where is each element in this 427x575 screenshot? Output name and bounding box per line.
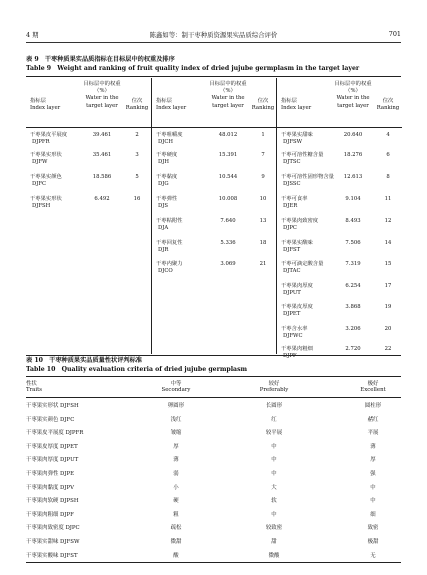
table9-index-name xyxy=(30,174,62,188)
table9-weight-value: 5.336 xyxy=(220,240,236,246)
table9-index-en: DJFWC xyxy=(283,333,303,340)
table10-preferably: 较致密 xyxy=(265,525,283,532)
table9-rank-value: 11 xyxy=(384,196,392,202)
table9-index-en: DJPFR xyxy=(32,139,50,146)
table9-index-cn: 干枣果皮厚度 xyxy=(281,304,313,310)
table9-header-weight-cn: 目标层中的权重（%） xyxy=(83,81,121,95)
table10-secondary: 卵圆形 xyxy=(167,403,185,409)
table9-rank-value: 3 xyxy=(135,152,139,158)
table9-weight-value: 7.319 xyxy=(345,261,361,267)
table9-index-en: DJA xyxy=(158,225,169,232)
table10-row xyxy=(26,442,401,453)
table9-index-cn: 干枣弹性 xyxy=(156,196,178,202)
table9-weight-value: 10.008 xyxy=(218,196,238,202)
table10-trait: 干枣果肉黏度 DJPV xyxy=(26,484,75,491)
table10-trait: 干枣果实颜色 DJFC xyxy=(26,416,75,423)
table9-index-cn: 干枣果实形状 xyxy=(30,152,62,158)
table9-header-index-en: Index layer xyxy=(156,105,187,112)
table9-index-name xyxy=(156,174,177,188)
table10-preferably: 中 xyxy=(271,457,277,464)
table10-preferably: 长圆形 xyxy=(265,403,283,409)
page-number: 701 xyxy=(388,30,401,38)
table10-trait: 干枣果肉厚度 DJPUT xyxy=(26,457,79,464)
table9-rank-value: 7 xyxy=(261,152,265,158)
table9-index-cn: 干枣果实形状 xyxy=(30,196,62,202)
table9-rank-value: 19 xyxy=(384,304,392,310)
table9-header-rule xyxy=(277,127,402,128)
table9-index-en: DJTAC xyxy=(283,268,301,275)
table9-index-en: DJS xyxy=(158,203,168,210)
table9-weight-value: 3.206 xyxy=(345,326,361,332)
table9-index-name xyxy=(156,196,177,210)
table9-rank-value: 4 xyxy=(386,132,390,138)
table10-excellent: 致密 xyxy=(367,525,379,532)
table10-row xyxy=(26,551,401,562)
table9-rank-value: 21 xyxy=(259,261,267,267)
table10-trait: 干枣果肉粗细 DJPF xyxy=(26,511,74,518)
table9-weight-value: 6.254 xyxy=(345,283,361,289)
table9-weight-value: 9.104 xyxy=(345,196,361,202)
table9-header-weight-cn: 目标层中的权重（%） xyxy=(209,81,247,95)
table9-header-rank-en: Ranking xyxy=(376,105,400,112)
table9-weight-value: 3.069 xyxy=(220,261,236,267)
table10-preferably: 中 xyxy=(271,471,277,477)
table9-index-cn: 干枣果实颜色 xyxy=(30,174,62,180)
table9-header-weight-en: Water in the target layer xyxy=(85,95,119,109)
table9-header-index xyxy=(30,98,60,112)
table9-header-weight-en: Water in the target layer xyxy=(336,95,370,109)
table10-preferably: 大 xyxy=(271,484,277,491)
table10-row xyxy=(26,428,401,439)
table10-secondary: 弱 xyxy=(173,471,179,477)
table9-index-name xyxy=(281,218,318,232)
table9-index-cn: 干枣可溶性固形物含量 xyxy=(281,174,334,180)
table9-index-cn: 干枣可滴定酸含量 xyxy=(281,261,324,267)
table9-header-weight-en: Water in the target layer xyxy=(211,95,245,109)
table9-bottom-rule xyxy=(26,355,401,356)
table9-index-en: DJFC xyxy=(32,181,47,188)
table9-header-rank-en: Ranking xyxy=(125,105,149,112)
table10-excellent: 厚 xyxy=(370,457,376,464)
table9-index-cn: 干枣粘附性 xyxy=(156,218,183,224)
table9-index-en: DJCH xyxy=(158,139,174,146)
table9-index-en: DJPF xyxy=(283,353,297,360)
table10-row xyxy=(26,537,401,548)
table9-index-cn: 干枣黏度 xyxy=(156,174,178,180)
table9-weight-value: 35.461 xyxy=(92,152,112,158)
table10-secondary: 疏松 xyxy=(170,525,182,532)
table9-rank-value: 12 xyxy=(384,218,392,224)
table9-weight-value: 7.640 xyxy=(220,218,236,224)
table10-preferably: 中 xyxy=(271,443,277,450)
table10-excellent: 中 xyxy=(370,484,376,491)
table9-index-cn: 干枣咀嚼度 xyxy=(156,132,183,138)
table10-header-traits-en: Traits xyxy=(26,387,43,393)
table9-weight-value: 39.461 xyxy=(92,132,112,138)
table9-index-cn: 干枣回复性 xyxy=(156,240,183,246)
table10-caption-cn: 表 10 干枣种质果实品质量性状评判标准 xyxy=(26,357,142,364)
table9-header-index xyxy=(281,98,311,112)
table9-weight-value: 7.506 xyxy=(345,240,361,246)
table9-rank-value: 17 xyxy=(384,283,392,289)
table9-index-name xyxy=(30,152,62,166)
table9-header-rank xyxy=(250,98,276,112)
table10-preferably: 微酸 xyxy=(268,552,280,559)
table10-excellent: 平展 xyxy=(367,430,379,437)
table9-header-index-cn: 指标层 xyxy=(281,98,297,104)
table9-caption-cn: 表 9 干枣种质果实品质指标在目标层中的权重及排序 xyxy=(26,56,175,63)
table9-index-en: DJR xyxy=(158,247,169,254)
table10-secondary: 小 xyxy=(173,484,179,491)
table9-index-en: DJFST xyxy=(283,247,301,254)
table9-rank-value: 6 xyxy=(386,152,390,158)
table10-row xyxy=(26,415,401,426)
table10-trait: 干枣果皮厚度 DJPET xyxy=(26,443,78,450)
table10-header-traits-cn: 性状 xyxy=(26,381,37,387)
table9-index-cn: 干枣硬度 xyxy=(156,152,178,158)
table9-index-name xyxy=(281,132,313,146)
table10-header-excellent-cn: 极好 xyxy=(367,381,379,387)
table9-column-group xyxy=(26,78,151,354)
table9-index-name xyxy=(30,196,62,210)
table9-index-name xyxy=(281,240,313,254)
table9-index-name xyxy=(156,132,183,146)
table10-secondary: 粗 xyxy=(173,511,179,518)
table10-excellent: 赭红 xyxy=(367,416,379,423)
table10-preferably: 中 xyxy=(271,511,277,518)
table9-caption-en: Table 9 Weight and ranking of fruit quality index of dried jujube germplasm in the target layer xyxy=(26,65,360,72)
table9-index-name xyxy=(156,218,183,232)
table9-index-name xyxy=(156,261,183,275)
table10-secondary: 硬 xyxy=(173,498,179,505)
table9-rank-value: 22 xyxy=(384,346,392,352)
table9-rank-value: 13 xyxy=(259,218,267,224)
table9-index-cn: 干枣果皮平展度 xyxy=(30,132,68,138)
table9-index-en: DJCO xyxy=(158,268,173,275)
table9-rank-value: 20 xyxy=(384,326,392,332)
table9-index-en: DJTSC xyxy=(283,159,301,166)
table10-excellent: 薄 xyxy=(370,443,376,450)
table10-header-excellent-en: Excellent xyxy=(360,387,386,393)
table10-row xyxy=(26,523,401,534)
table9-index-en: DJPUT xyxy=(283,290,301,297)
table9-index-en: DJSSC xyxy=(283,181,301,188)
table10-trait: 干枣果实甜味 DJFSW xyxy=(26,539,80,545)
table9-header-rank xyxy=(124,98,150,112)
table10-top-rule xyxy=(26,376,401,377)
table10-excellent: 强 xyxy=(370,471,376,477)
table10-excellent: 圆柱形 xyxy=(364,403,382,409)
table9-index-name xyxy=(281,261,323,275)
table10-secondary: 皱缩 xyxy=(170,430,182,437)
table9-header-rule xyxy=(26,127,151,128)
table9-weight-value: 12.613 xyxy=(343,174,363,180)
table10-preferably: 红 xyxy=(271,416,277,423)
table10-preferably: 较平展 xyxy=(265,430,283,437)
table9-weight-value: 6.492 xyxy=(94,196,110,202)
table9-header-rank-en: Ranking xyxy=(251,105,275,112)
table10-row xyxy=(26,455,401,466)
table9-index-cn: 干枣内聚力 xyxy=(156,261,183,267)
table9-index-name xyxy=(281,304,313,318)
table9-index-cn: 干枣果肉厚度 xyxy=(281,283,313,289)
table10-row xyxy=(26,401,401,412)
table9-rank-value: 15 xyxy=(384,261,392,267)
table10-trait: 干枣果皮平展度 DJPFR xyxy=(26,430,84,437)
table9-weight-value: 3.868 xyxy=(345,304,361,310)
table9-weight-value: 2.720 xyxy=(345,346,361,352)
table9-index-name xyxy=(281,152,323,166)
table9-header-weight xyxy=(208,81,248,110)
table9-rank-value: 16 xyxy=(133,196,141,202)
table9-header-index-en: Index layer xyxy=(281,105,312,112)
table9-index-en: DJH xyxy=(158,159,169,166)
table9-weight-value: 18.586 xyxy=(92,174,112,180)
table10-trait: 干枣果肉软硬 DJPSH xyxy=(26,498,79,505)
table10-header-secondary-cn: 中等 xyxy=(170,381,182,387)
table9-index-cn: 干枣可溶性糖含量 xyxy=(281,152,324,158)
table9-weight-value: 10.544 xyxy=(218,174,238,180)
table10-header xyxy=(26,379,401,397)
table9-index-cn: 干枣果肉粗细 xyxy=(281,346,313,352)
table9-header-rank-cn: 位次 xyxy=(257,98,269,104)
issue-number: 4 期 xyxy=(26,31,39,39)
table10-header-preferably-en: Preferably xyxy=(259,387,289,393)
table9-index-cn: 干枣含水率 xyxy=(281,326,308,332)
table10-preferably: 甜 xyxy=(271,539,277,545)
table9-index-en: DJER xyxy=(283,203,298,210)
table9-rank-value: 14 xyxy=(384,240,392,246)
table9-header-weight xyxy=(82,81,122,110)
table9-rank-value: 9 xyxy=(261,174,265,180)
table10-secondary: 厚 xyxy=(173,443,179,450)
table10-trait: 干枣果肉弹性 DJPE xyxy=(26,471,75,477)
table9-index-name xyxy=(156,240,183,254)
table9-column-group xyxy=(276,78,402,360)
table10-secondary: 酸 xyxy=(173,552,179,559)
table9-header-weight xyxy=(333,81,373,110)
table10-header-secondary-en: Secondary xyxy=(161,387,191,393)
table10-secondary: 薄 xyxy=(173,457,179,464)
table9-index-en: DJG xyxy=(158,181,169,188)
table10-row xyxy=(26,469,401,480)
table10-row xyxy=(26,483,401,494)
table10-secondary: 微甜 xyxy=(170,539,182,545)
table9-header-rank-cn: 位次 xyxy=(382,98,394,104)
table9-index-name xyxy=(281,196,308,210)
table9-index-name xyxy=(281,346,313,360)
table9-column-group xyxy=(151,78,277,354)
table9-header-rank-cn: 位次 xyxy=(131,98,143,104)
table9-rank-value: 2 xyxy=(135,132,139,138)
table9-weight-value: 20.640 xyxy=(343,132,363,138)
table10-trait: 干枣果实形状 DJFSH xyxy=(26,403,79,409)
table9-index-en: DJFSW xyxy=(283,139,303,146)
table10-header-preferably-cn: 较好 xyxy=(268,381,280,387)
table10-bottom-rule xyxy=(26,562,401,563)
table10-preferably: 软 xyxy=(271,498,277,505)
table9-index-en: DJFSH xyxy=(32,203,51,210)
table10-header-rule xyxy=(26,397,401,398)
table9-weight-value: 15.391 xyxy=(218,152,238,158)
table9-index-cn: 干枣果实酸味 xyxy=(281,240,313,246)
table9-index-name xyxy=(281,326,308,340)
table9-rank-value: 8 xyxy=(386,174,390,180)
table9-index-name xyxy=(156,152,177,166)
table9-header-index-cn: 指标层 xyxy=(156,98,172,104)
table10-excellent: 极甜 xyxy=(367,539,379,545)
table9-header-index xyxy=(156,98,186,112)
table9-header-rank xyxy=(375,98,401,112)
table9-index-en: DJFW xyxy=(32,159,48,166)
table9-rank-value: 5 xyxy=(135,174,139,180)
table9-rank-value: 18 xyxy=(259,240,267,246)
table9-index-name xyxy=(281,174,334,188)
table9-header-rule xyxy=(152,127,277,128)
table9-weight-value: 18.276 xyxy=(343,152,363,158)
table9-top-rule xyxy=(26,76,401,77)
header-rule xyxy=(26,42,401,43)
table9-index-cn: 干枣果实甜味 xyxy=(281,132,313,138)
running-header xyxy=(26,30,401,42)
table9-weight-value: 48.012 xyxy=(218,132,238,138)
table9-index-en: DJPC xyxy=(283,225,297,232)
table9-index-name xyxy=(281,283,313,297)
table10-caption-en: Table 10 Quality evaluation criteria of dried jujube germplasm xyxy=(26,366,248,373)
table9-rank-value: 1 xyxy=(261,132,265,138)
table9-index-en: DJPET xyxy=(283,311,301,318)
table9-weight-value: 8.493 xyxy=(345,218,361,224)
table9 xyxy=(26,78,401,360)
table9-index-name xyxy=(30,132,67,146)
table10-excellent: 中 xyxy=(370,498,376,505)
table9-header-weight-cn: 目标层中的权重（%） xyxy=(334,81,372,95)
table10-row xyxy=(26,510,401,521)
running-title: 陈鑫如等：制干枣种质资源果实品质综合评价 xyxy=(149,31,278,39)
table10-row xyxy=(26,496,401,507)
table9-header-index-en: Index layer xyxy=(30,105,61,112)
table10-excellent: 细 xyxy=(370,511,376,518)
table9-index-cn: 干枣可食率 xyxy=(281,196,308,202)
table10-trait: 干枣果肉致密度 DJPC xyxy=(26,525,80,532)
table9-index-cn: 干枣果肉致密度 xyxy=(281,218,319,224)
table10-secondary: 浅红 xyxy=(170,416,182,423)
table10-trait: 干枣果实酸味 DJFST xyxy=(26,552,78,559)
table10-excellent: 无 xyxy=(370,552,376,559)
table9-rank-value: 10 xyxy=(259,196,267,202)
table9-header-index-cn: 指标层 xyxy=(30,98,46,104)
